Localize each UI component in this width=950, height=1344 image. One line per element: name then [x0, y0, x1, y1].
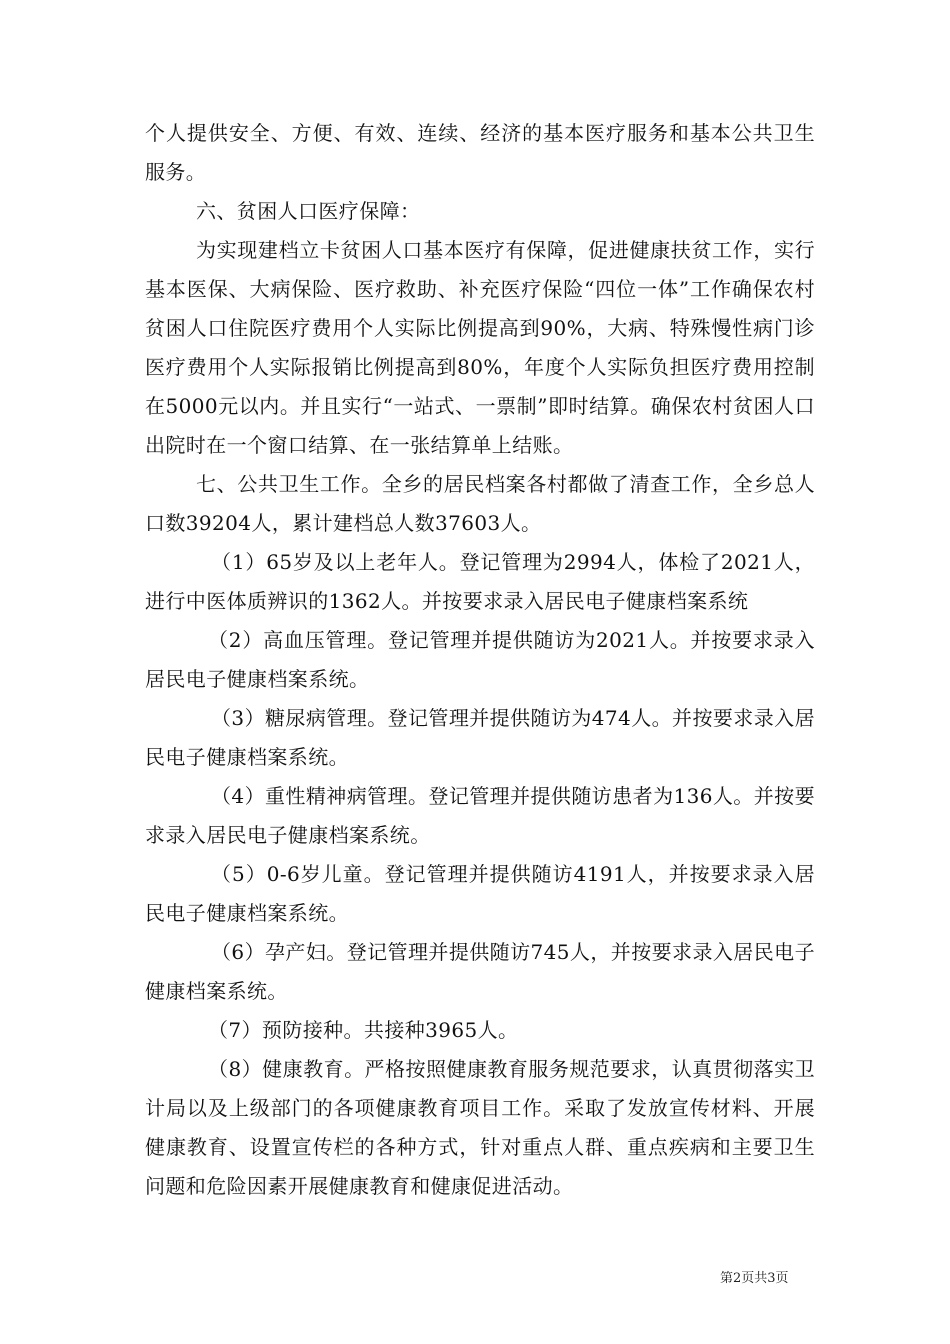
item-children: （5）0-6岁儿童。登记管理并提供随访4191人，并按要求录入居民电子健康档案系统。 [145, 862, 815, 925]
paragraph-public-health: 七、公共卫生工作。全乡的居民档案各村都做了清查工作，全乡总人口数39204人，累计建档总人数37603人。 [145, 472, 815, 535]
section-heading-poverty-medical: 六、贫困人口医疗保障： [196, 199, 421, 223]
paragraph-continuation: 个人提供安全、方便、有效、连续、经济的基本医疗服务和基本公共卫生服务。 [145, 121, 815, 184]
page-number: 第2页共3页 [720, 1271, 789, 1286]
item-elderly: （1）65岁及以上老年人。登记管理为2994人，体检了2021人，进行中医体质辨识的1362人。并按要求录入居民电子健康档案系统 [145, 550, 815, 613]
paragraph-poverty-medical: 为实现建档立卡贫困人口基本医疗有保障，促进健康扶贫工作，实行基本医保、大病保险、医疗救助、补充医疗保险“四位一体”工作确保农村贫困人口住院医疗费用个人实际比例提高到90%，大病、特殊慢性病门诊医疗费用个人实际报销比例提高到80%，年度个人实际负担医疗费用控制在5000元以内。并且实行“一站式、一票制”即时结算。确保农村贫困人口出院时在一个窗口结算、在一张结算单上结账。 [145, 238, 815, 457]
item-hypertension: （2）高血压管理。登记管理并提供随访为2021人。并按要求录入居民电子健康档案系统。 [145, 628, 815, 691]
document-body [145, 114, 815, 1206]
item-vaccination: （7）预防接种。共接种3965人。 [208, 1018, 519, 1042]
item-maternal: （6）孕产妇。登记管理并提供随访745人，并按要求录入居民电子健康档案系统。 [145, 940, 815, 1003]
item-mental-illness: （4）重性精神病管理。登记管理并提供随访患者为136人。并按要求录入居民电子健康档案系统。 [145, 784, 815, 847]
item-health-education: （8）健康教育。严格按照健康教育服务规范要求，认真贯彻落实卫计局以及上级部门的各项健康教育项目工作。采取了发放宣传材料、开展健康教育、设置宣传栏的各种方式，针对重点人群、重点疾病和主要卫生问题和危险因素开展健康教育和健康促进活动。 [145, 1057, 815, 1198]
item-diabetes: （3）糖尿病管理。登记管理并提供随访为474人。并按要求录入居民电子健康档案系统。 [145, 706, 815, 769]
